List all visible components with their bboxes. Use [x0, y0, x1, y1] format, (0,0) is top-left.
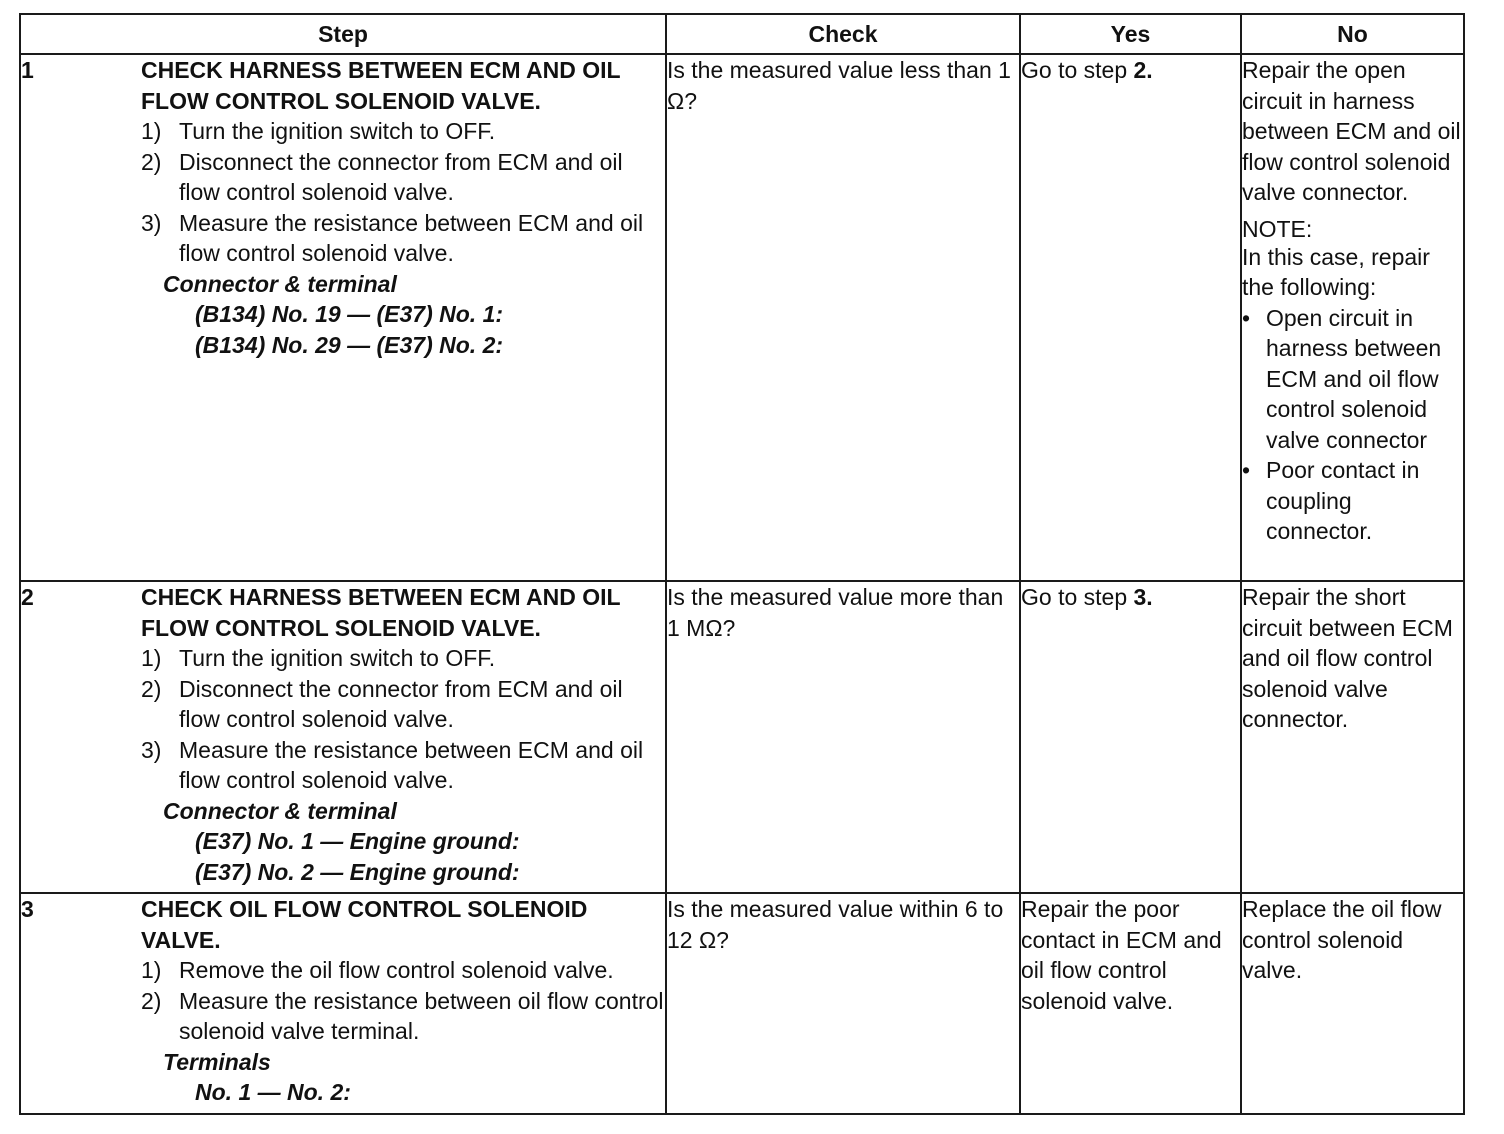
substep: 2) Measure the resistance between oil flow control solenoid valve terminal. — [141, 987, 664, 1044]
yes-cell: Go to step 2. — [1020, 54, 1241, 581]
check-cell: Is the measured value within 6 to 12 Ω? — [666, 893, 1020, 1114]
step-number: 2 — [21, 584, 34, 610]
note-bullet: • Open circuit in harness between ECM and oil flow control solenoid valve connector — [1242, 304, 1442, 453]
header-check: Check — [666, 14, 1020, 54]
no-text: Repair the short circuit between ECM and oil flow control solenoid valve connector. — [1242, 584, 1453, 732]
no-cell — [1241, 54, 1464, 581]
spec-line: (E37) No. 1 — Engine ground: — [195, 828, 520, 854]
step-cell — [20, 893, 666, 1114]
note-bullet: • Poor contact in coupling connector. — [1242, 457, 1420, 544]
spec-line: (B134) No. 19 — (E37) No. 1: — [195, 301, 504, 327]
substep: 2) Disconnect the connector from ECM and oil flow control solenoid valve. — [141, 148, 623, 205]
step-title: CHECK HARNESS BETWEEN ECM AND OIL FLOW CONTROL SOLENOID VALVE. — [141, 57, 621, 114]
yes-cell: Go to step 3. — [1020, 581, 1241, 893]
header-step: Step — [20, 14, 666, 54]
spec-label: Terminals — [163, 1048, 271, 1075]
substep: 3) Measure the resistance between ECM and oil flow control solenoid valve. — [141, 736, 644, 793]
substep: 2) Disconnect the connector from ECM and oil flow control solenoid valve. — [141, 675, 623, 732]
no-cell — [1241, 581, 1464, 893]
step-title: CHECK HARNESS BETWEEN ECM AND OIL FLOW CONTROL SOLENOID VALVE. — [141, 584, 621, 641]
header-row — [20, 14, 1464, 54]
spec-label: Connector & terminal — [163, 797, 397, 824]
diagnostic-table — [19, 13, 1465, 1115]
table-row-step-3 — [20, 893, 1464, 1114]
spec-line: No. 1 — No. 2: — [195, 1079, 351, 1105]
no-cell — [1241, 893, 1464, 1114]
step-number: 3 — [21, 896, 34, 922]
no-text: Replace the oil flow control solenoid valve. — [1242, 896, 1442, 983]
table-row-step-2 — [20, 581, 1464, 893]
spec-line: (E37) No. 2 — Engine ground: — [195, 858, 520, 885]
substep: 1) Remove the oil flow control solenoid valve. — [141, 957, 614, 983]
note-text: In this case, repair the following: — [1242, 243, 1430, 300]
step-title: CHECK OIL FLOW CONTROL SOLENOID VALVE. — [141, 896, 588, 953]
header-yes: Yes — [1020, 14, 1241, 54]
check-cell: Is the measured value more than 1 MΩ? — [666, 581, 1020, 893]
table-row-step-1 — [20, 54, 1464, 581]
step-number: 1 — [21, 57, 34, 83]
check-cell: Is the measured value less than 1 Ω? — [666, 54, 1020, 581]
header-no: No — [1241, 14, 1464, 54]
spec-label: Connector & terminal — [163, 270, 397, 297]
substep: 3) Measure the resistance between ECM and oil flow control solenoid valve. — [141, 209, 644, 266]
substep: 1) Turn the ignition switch to OFF. — [141, 645, 496, 671]
step-cell — [20, 54, 666, 581]
substep: 1) Turn the ignition switch to OFF. — [141, 118, 496, 144]
no-text: Repair the open circuit in harness between ECM and oil flow control solenoid valve connector. — [1242, 57, 1461, 205]
spec-line: (B134) No. 29 — (E37) No. 2: — [195, 331, 504, 358]
step-cell — [20, 581, 666, 893]
note-label: NOTE: — [1242, 215, 1313, 242]
yes-cell: Repair the poor contact in ECM and oil flow control solenoid valve. — [1020, 893, 1241, 1114]
